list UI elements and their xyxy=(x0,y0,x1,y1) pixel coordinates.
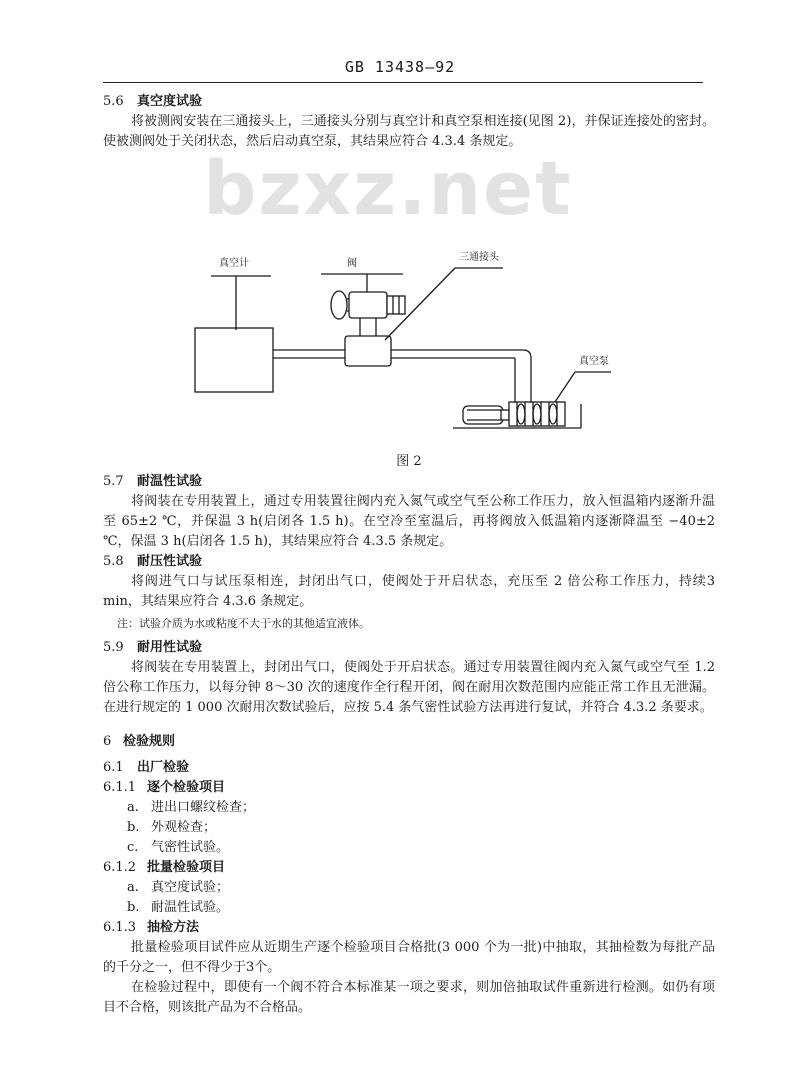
section-5-7-heading: 5.7 耐温性试验 xyxy=(103,474,203,489)
valve-handwheel xyxy=(331,291,347,319)
list-item: b. 耐温性试验。 xyxy=(127,900,230,915)
watermark: bzxz.net xyxy=(203,146,573,232)
section-5-8-body: 将阀进气口与试压泵相连，封闭出气口，使阀处于开启状态，充压至 2 倍公称工作压力，持续3 min，其结果应符合 4.3.6 条规定。 xyxy=(103,574,715,609)
section-5-8-note: 注：试验介质为水或粘度不大于水的其他适宜液体。 xyxy=(117,617,370,630)
standard-number: GB 13438—92 xyxy=(344,58,456,76)
section-5-6-heading: 5.6 真空度试验 xyxy=(103,94,203,109)
list-item: a. 真空度试验； xyxy=(127,880,230,895)
section-6-1-2-heading: 6.1.2 批量检验项目 xyxy=(103,860,226,875)
section-5-9-heading: 5.9 耐用性试验 xyxy=(103,640,203,655)
label-vacuum-gauge: 真空计 xyxy=(219,258,249,269)
test-setup-drawing xyxy=(103,146,715,452)
vacuum-gauge-box xyxy=(195,328,273,392)
header-rule xyxy=(103,82,703,83)
label-vacuum-pump: 真空泵 xyxy=(579,356,609,367)
figure-caption: 图 2 xyxy=(396,454,422,469)
list-item: b. 外观检查； xyxy=(127,820,217,835)
section-6-1-3-body-2: 在检验过程中，即使有一个阀不符合本标准某一项之要求，则加倍抽取试件重新进行检测。如仍有项目不合格，则该批产品为不合格品。 xyxy=(103,980,715,1015)
section-6-1-3-body-1: 批量检验项目试件应从近期生产逐个检验项目合格批(3 000 个为一批)中抽取，其抽检数为每批产品的千分之一，但不得少于3个。 xyxy=(103,940,715,975)
section-6-1-heading: 6.1 出厂检验 xyxy=(103,760,190,775)
section-5-7-body: 将阀装在专用装置上，通过专用装置往阀内充入氮气或空气至公称工作压力，放入恒温箱内逐渐升温至 65±2 ℃，并保温 3 h(启闭各 1.5 h)。在空冷至室温后，再将阀放入低温箱内逐渐降温至 −40±2 ℃，保温 3 h(启闭各 1.5 h)，其结果应符合 4.3.5 条规定。 xyxy=(103,494,715,549)
label-valve: 阀 xyxy=(347,258,357,269)
section-6-1-1-heading: 6.1.1 逐个检验项目 xyxy=(103,780,226,795)
label-tee: 三通接头 xyxy=(459,252,499,263)
section-5-8-heading: 5.8 耐压性试验 xyxy=(103,554,203,569)
section-5-6-body: 将被测阀安装在三通接头上，三通接头分别与真空计和真空泵相连接(见图 2)，并保证连接处的密封。使被测阀处于关闭状态，然后启动真空泵，其结果应符合 4.3.4 条规定。 xyxy=(103,114,715,149)
section-6-heading: 6 检验规则 xyxy=(103,734,176,749)
section-5-9-body: 将阀装在专用装置上，封闭出气口，使阀处于开启状态。通过专用装置往阀内充入氮气或空气至 1.2 倍公称工作压力，以每分钟 8～30 次的速度作全行程开闭，阀在耐用次数范围内应能正常工作且无泄漏。在进行规定的 1 000 次耐用次数试验后，应按 5.4 条气密性试验方法再进行复试，并符合 4.3.2 条要求。 xyxy=(103,660,715,715)
list-item: c. 气密性试验。 xyxy=(127,840,230,855)
document-body xyxy=(103,92,715,1018)
valve-body xyxy=(349,292,387,318)
tee-body xyxy=(345,336,391,366)
pump-motor xyxy=(463,406,503,424)
section-6-1-3-heading: 6.1.3 抽检方法 xyxy=(103,920,200,935)
list-item: a. 进出口螺纹检查； xyxy=(127,800,256,815)
figure-2-diagram xyxy=(103,146,715,452)
